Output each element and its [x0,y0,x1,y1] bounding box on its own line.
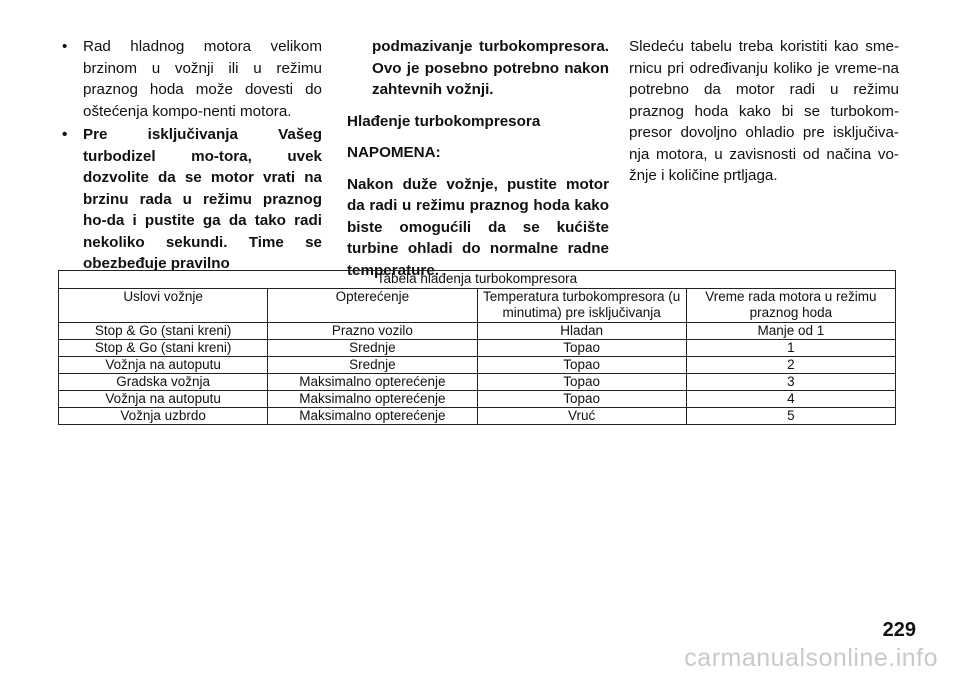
table-intro-text: Sledeću tabelu treba koristiti kao sme-rnicu pri određivanju koliko je vreme-na potrebno da motor radi u režimu praznog hoda kako bi se turbokom-presor dovoljno ohladio pre isključiva-nja motora, u zavisnosti od načina vo-žnje i količine prtljaga. [629,38,899,184]
cell-temperature: Topao [477,390,686,407]
table-caption-row [59,271,896,289]
cell-load: Prazno vozilo [268,322,477,339]
header-load: Opterećenje [268,288,477,322]
table-row [59,322,896,339]
cell-idle-time: 3 [686,373,895,390]
cell-idle-time: 5 [686,407,895,424]
table-row [59,356,896,373]
cell-load: Srednje [268,339,477,356]
header-idle-time: Vreme rada motora u režimu praznog hoda [686,288,895,322]
table-row [59,373,896,390]
cell-temperature: Hladan [477,322,686,339]
header-turbo-temperature: Temperatura turbokompresora (u minutima) pre isključivanja [477,288,686,322]
cell-temperature: Vruć [477,407,686,424]
cell-load: Maksimalno opterećenje [268,373,477,390]
section-heading: Hlađenje turbokompresora [347,112,541,130]
turbo-cooling-table [58,270,896,425]
cell-condition: Stop & Go (stani kreni) [59,322,268,339]
cell-load: Maksimalno opterećenje [268,407,477,424]
header-driving-conditions: Uslovi vožnje [59,288,268,322]
watermark: carmanualsonline.info [684,644,938,672]
note-text: Nakon duže vožnje, pustite motor da radi u režimu praznog hoda kako biste omogućili da se kućište turbine ohladi do normalne radne temperature. [347,175,609,279]
bullet-cold-engine: • Rad hladnog motora velikom brzinom u vožnji ili u režimu praznog hoda može dovesti do oštećenja kompo-nenti motora. [60,36,322,122]
cell-idle-time: 4 [686,390,895,407]
cell-condition: Vožnja na autoputu [59,356,268,373]
left-column [60,36,322,275]
cell-idle-time: Manje od 1 [686,322,895,339]
cell-temperature: Topao [477,339,686,356]
middle-column [347,36,609,281]
cell-temperature: Topao [477,373,686,390]
cell-idle-time: 2 [686,356,895,373]
cell-load: Srednje [268,356,477,373]
bullet-shutdown-advice: • Pre isključivanja Vašeg turbodizel mo-tora, uvek dozvolite da se motor vrati na brzinu rada u režimu praznog ho-da i pustite ga da tako radi nekoliko sekundi. Time se obezbeđuje pravilno [60,124,322,275]
table-row [59,339,896,356]
cell-temperature: Topao [477,356,686,373]
cell-idle-time: 1 [686,339,895,356]
note-label: NAPOMENA: [347,144,441,161]
cell-load: Maksimalno opterećenje [268,390,477,407]
table-row [59,390,896,407]
cell-condition: Vožnja uzbrdo [59,407,268,424]
cell-condition: Gradska vožnja [59,373,268,390]
page-number: 229 [882,619,916,641]
cell-condition: Vožnja na autoputu [59,390,268,407]
continuation-text: podmazivanje turbokompresora. Ovo je posebno potrebno nakon zahtevnih vožnji. [372,38,609,98]
table-row [59,407,896,424]
right-column [629,36,899,187]
cell-condition: Stop & Go (stani kreni) [59,339,268,356]
table-caption: Tabela hlađenja turbokompresora [59,271,896,289]
table-header-row [59,288,896,322]
